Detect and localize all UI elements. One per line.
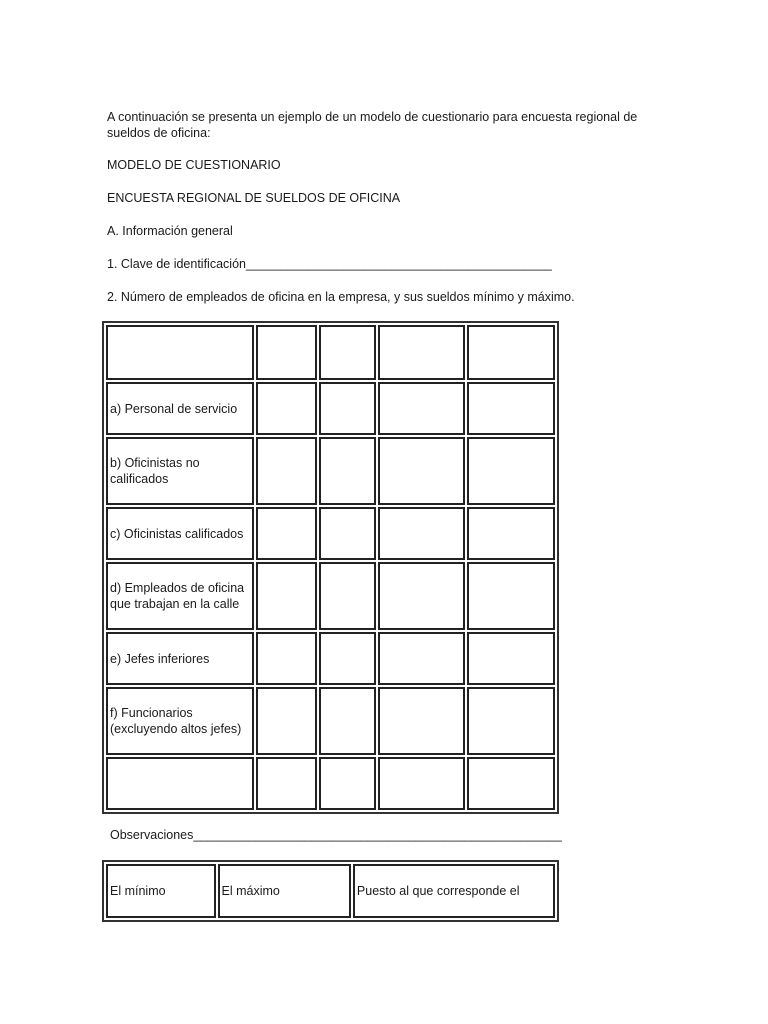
table-cell bbox=[256, 382, 318, 435]
table-cell bbox=[319, 325, 376, 380]
table-cell bbox=[467, 687, 555, 755]
table-cell bbox=[319, 507, 376, 560]
table-row bbox=[106, 507, 555, 560]
header-maximum: El máximo bbox=[218, 864, 351, 918]
table-cell bbox=[256, 632, 318, 685]
table-cell bbox=[378, 687, 466, 755]
table-row bbox=[106, 757, 555, 810]
table-cell bbox=[378, 325, 466, 380]
table-cell bbox=[467, 437, 555, 505]
survey-title: ENCUESTA REGIONAL DE SUELDOS DE OFICINA bbox=[107, 191, 401, 205]
table-cell bbox=[378, 507, 466, 560]
row-label: d) Empleados de oficina que trabajan en la calle bbox=[106, 562, 254, 630]
table-row bbox=[106, 864, 555, 918]
table-cell bbox=[378, 437, 466, 505]
question-1: 1. Clave de identificación____________________________________________ bbox=[107, 257, 552, 271]
table-cell bbox=[467, 562, 555, 630]
question-2: 2. Número de empleados de oficina en la empresa, y sus sueldos mínimo y máximo. bbox=[107, 290, 575, 304]
table-row bbox=[106, 687, 555, 755]
table-cell bbox=[467, 757, 555, 810]
table-cell bbox=[467, 507, 555, 560]
table-cell bbox=[319, 562, 376, 630]
table-cell bbox=[378, 382, 466, 435]
table-row bbox=[106, 382, 555, 435]
header-minimum: El mínimo bbox=[106, 864, 216, 918]
table-cell bbox=[319, 382, 376, 435]
table-row bbox=[106, 562, 555, 630]
table-row bbox=[106, 437, 555, 505]
row-label: b) Oficinistas no calificados bbox=[106, 437, 254, 505]
section-a-heading: A. Información general bbox=[107, 224, 233, 238]
row-label: c) Oficinistas calificados bbox=[106, 507, 254, 560]
table-cell bbox=[467, 325, 555, 380]
table-cell bbox=[378, 757, 466, 810]
table-cell bbox=[319, 632, 376, 685]
table-row bbox=[106, 325, 555, 380]
table-cell bbox=[256, 757, 318, 810]
row-label bbox=[106, 325, 254, 380]
row-label: e) Jefes inferiores bbox=[106, 632, 254, 685]
table-cell bbox=[319, 437, 376, 505]
table-cell bbox=[319, 687, 376, 755]
table-cell bbox=[256, 437, 318, 505]
table-cell bbox=[256, 562, 318, 630]
employees-table bbox=[102, 321, 559, 814]
table-cell bbox=[256, 507, 318, 560]
salary-table bbox=[102, 860, 559, 922]
table-cell bbox=[256, 325, 318, 380]
intro-paragraph: A continuación se presenta un ejemplo de un modelo de cuestionario para encuesta regional de sueldos de oficina: bbox=[107, 110, 638, 140]
table-cell bbox=[256, 687, 318, 755]
table-cell bbox=[467, 632, 555, 685]
model-title: MODELO DE CUESTIONARIO bbox=[107, 158, 281, 172]
table-cell bbox=[319, 757, 376, 810]
observations-line: Observaciones_____________________________________________________ bbox=[110, 828, 562, 842]
table-cell bbox=[378, 562, 466, 630]
row-label: a) Personal de servicio bbox=[106, 382, 254, 435]
row-label: f) Funcionarios (excluyendo altos jefes) bbox=[106, 687, 254, 755]
table-cell bbox=[467, 382, 555, 435]
row-label bbox=[106, 757, 254, 810]
header-position: Puesto al que corresponde el bbox=[353, 864, 555, 918]
table-row bbox=[106, 632, 555, 685]
table-cell bbox=[378, 632, 466, 685]
